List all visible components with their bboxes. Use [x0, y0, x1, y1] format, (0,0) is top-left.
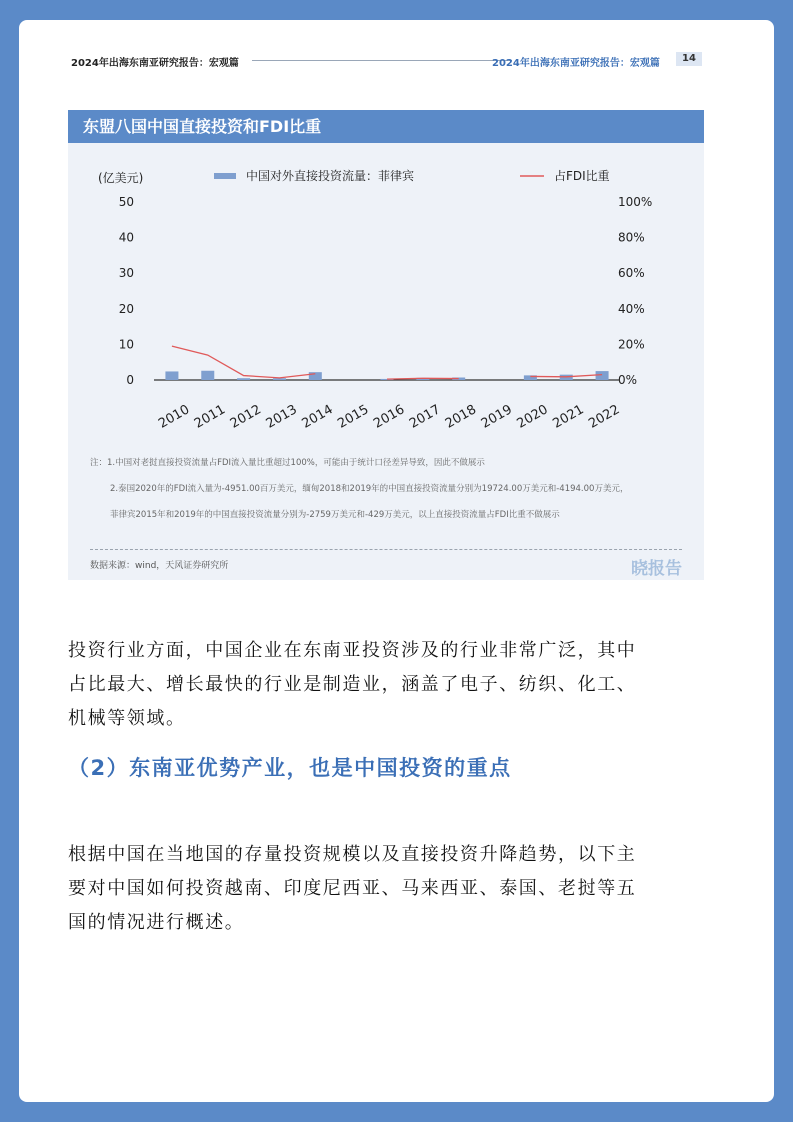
x-tick-label: 2017 — [407, 402, 444, 432]
x-tick-label: 2020 — [514, 402, 551, 432]
paragraph-1-line: 投资行业方面，中国企业在东南亚投资涉及的行业非常广泛，其中 — [68, 640, 637, 661]
figure-source: 数据来源：wind，天风证券研究所 — [90, 561, 229, 571]
y-tick-label: 30 — [118, 266, 134, 281]
paragraph-1-line: 占比最大、增长最快的行业是制造业，涵盖了电子、纺织、化工、 — [68, 674, 637, 695]
y2-tick-label: 60% — [618, 266, 645, 281]
y-tick-label: 20 — [118, 301, 134, 316]
header-right-title: 2024年出海东南亚研究报告：宏观篇 — [492, 58, 660, 69]
x-tick-label: 2019 — [478, 402, 515, 432]
y2-tick-label: 40% — [618, 301, 645, 316]
y2-tick-label: 0% — [618, 373, 638, 387]
y2-tick-label: 80% — [618, 230, 645, 245]
x-tick-label: 2022 — [586, 402, 623, 432]
paragraph-2-line: 要对中国如何投资越南、印度尼西亚、马来西亚、泰国、老挝等五 — [68, 878, 637, 899]
chart-bar — [237, 378, 250, 380]
x-tick-label: 2013 — [263, 402, 300, 432]
x-tick-label: 2010 — [156, 402, 193, 432]
chart-bar — [309, 372, 322, 380]
x-tick-label: 2021 — [550, 402, 587, 432]
x-tick-label: 2014 — [299, 402, 336, 432]
figure-note-1: 注：1.中国对老挝直接投资流量占FDI流入量比重超过100%，可能由于统计口径差异导致，因此不做展示 — [90, 458, 485, 468]
y-tick-label: 10 — [118, 337, 134, 352]
paragraph-2-line: 根据中国在当地国的存量投资规模以及直接投资升降趋势，以下主 — [68, 844, 637, 865]
x-tick-label: 2018 — [442, 402, 480, 432]
y-tick-label: 50 — [118, 195, 134, 209]
y2-tick-label: 100% — [618, 195, 653, 209]
legend-label-bar: 中国对外直接投资流量：菲律宾 — [246, 169, 415, 183]
header-divider — [252, 60, 512, 61]
legend-swatch-bar — [214, 173, 236, 179]
chart-line-series — [172, 346, 315, 378]
x-tick-label: 2015 — [335, 402, 372, 432]
figure-note-2: 2.泰国2020年的FDI流入量为-4951.00百万美元，缅甸2018和2019年的中国直接投资流量分别为19724.00万美元和-4194.00万美元， — [110, 484, 629, 494]
y-tick-label: 0 — [126, 373, 134, 387]
x-tick-label: 2011 — [191, 402, 229, 432]
watermark-logo: 晓报告 — [631, 559, 682, 579]
header-left-title: 2024年出海东南亚研究报告：宏观篇 — [71, 58, 239, 69]
chart — [68, 143, 704, 443]
section-heading: （2）东南亚优势产业，也是中国投资的重点 — [68, 756, 512, 780]
figure-box — [68, 110, 704, 580]
figure-note-3: 菲律宾2015年和2019年的中国直接投资流量分别为-2759万美元和-429万美元，以上直接投资流量占FDI比重不做展示 — [110, 510, 560, 520]
chart-bar — [201, 371, 214, 380]
x-tick-label: 2012 — [227, 402, 264, 432]
chart-bar — [165, 371, 178, 380]
paragraph-1-line: 机械等领域。 — [68, 708, 186, 729]
paragraph-2 — [68, 838, 704, 940]
y-tick-label: 40 — [118, 230, 134, 245]
note-divider — [90, 549, 682, 550]
figure-title: 东盟八国中国直接投资和FDI比重 — [68, 110, 704, 143]
x-tick-label: 2016 — [371, 402, 408, 432]
page-number: 14 — [676, 52, 702, 66]
paragraph-2-line: 国的情况进行概述。 — [68, 912, 245, 933]
paragraph-1 — [68, 634, 704, 736]
legend-label-line: 占FDI比重 — [554, 169, 610, 183]
y2-tick-label: 20% — [618, 337, 645, 352]
y-axis-label: (亿美元) — [98, 171, 144, 185]
